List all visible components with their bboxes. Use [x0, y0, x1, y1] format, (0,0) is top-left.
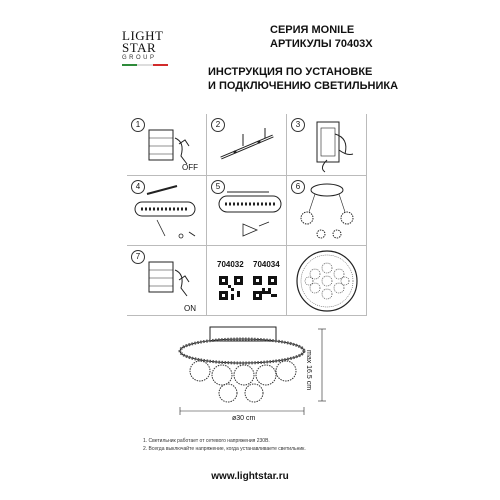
article-codes-panel	[207, 246, 287, 316]
step-3-number: 3	[291, 118, 305, 132]
instruction-title	[208, 65, 398, 93]
step-5-number: 5	[211, 180, 225, 194]
note-2: 2. Всегда выключайте напряжение, когда устанавливаете светильник.	[143, 446, 306, 452]
step-5-panel	[207, 176, 287, 246]
step-4-panel	[127, 176, 207, 246]
brand-logo	[122, 30, 174, 66]
step-6-panel	[287, 176, 367, 246]
article-numbers: АРТИКУЛЫ 70403X	[270, 38, 373, 50]
step-2-number: 2	[211, 118, 225, 132]
logo-subtitle: GROUP	[122, 55, 157, 61]
note-1: 1. Светильник работает от сетевого напряжения 230В.	[143, 438, 270, 444]
qr-code-icon	[253, 276, 277, 300]
series-name: СЕРИЯ MONILE	[270, 24, 355, 36]
series-block	[270, 23, 373, 51]
website-link[interactable]: www.lightstar.ru	[211, 471, 289, 482]
on-label: ON	[184, 304, 196, 313]
article-code-1: 704032	[217, 260, 244, 269]
step-6-number: 6	[291, 180, 305, 194]
italian-flag-stripe	[122, 64, 168, 66]
logo-line-2: STAR	[122, 40, 157, 55]
step-4-number: 4	[131, 180, 145, 194]
height-dimension-label: max 16.5 cm	[305, 350, 312, 391]
step-7-number: 7	[131, 250, 145, 264]
crystal-top-view-illustration	[287, 246, 367, 316]
logo-line-1: LIGHT	[122, 28, 164, 43]
step-1-number: 1	[131, 118, 145, 132]
step-7-panel	[127, 246, 207, 316]
step-2-panel	[207, 114, 287, 176]
top-view-panel	[287, 246, 367, 316]
qr-code-icon	[219, 276, 243, 300]
safety-notes	[143, 437, 306, 453]
article-code-2: 704034	[253, 260, 280, 269]
step-3-panel	[287, 114, 367, 176]
off-label: OFF	[182, 163, 198, 172]
step-1-panel	[127, 114, 207, 176]
instruction-title-line-1: ИНСТРУКЦИЯ ПО УСТАНОВКЕ	[208, 66, 373, 78]
instruction-title-line-2: И ПОДКЛЮЧЕНИЮ СВЕТИЛЬНИКА	[208, 80, 399, 92]
diameter-dimension-label: ø30 cm	[232, 415, 256, 422]
